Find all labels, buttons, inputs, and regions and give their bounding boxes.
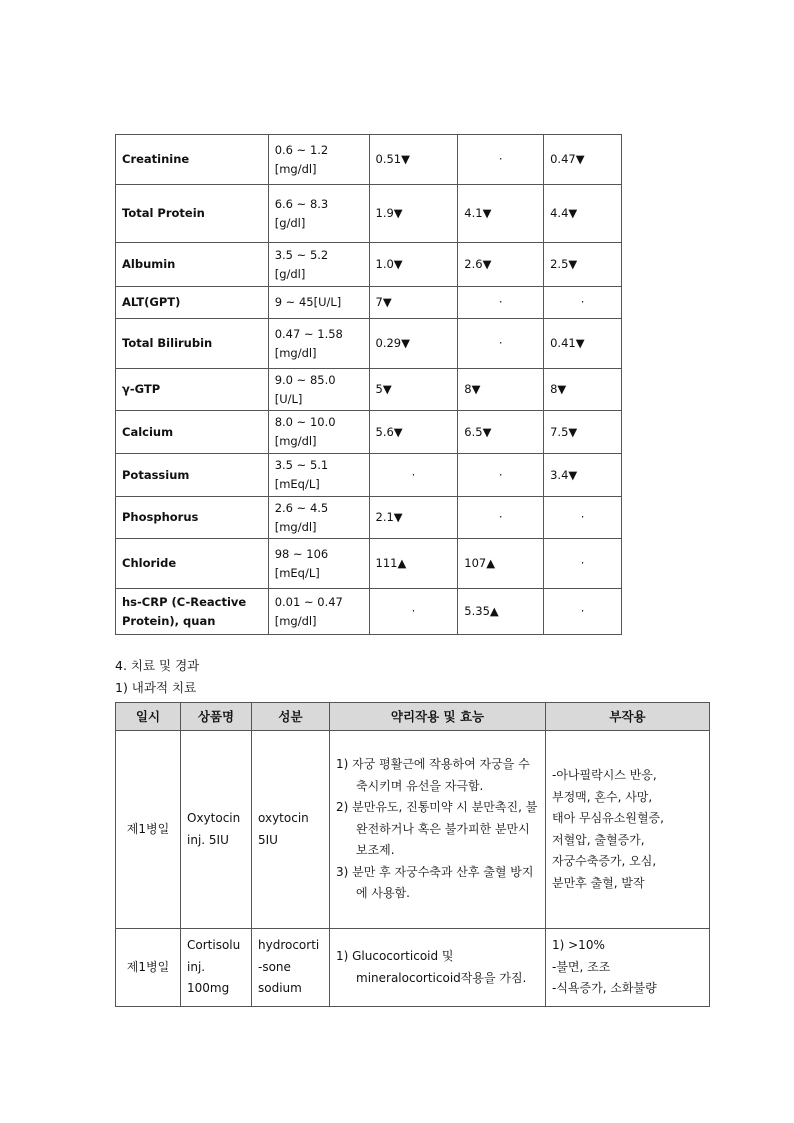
result-value: 8▼ [544,369,622,411]
reference-line: 0.01 ~ 0.47 [274,594,343,609]
test-name: Albumin [116,243,269,287]
test-name: ALT(GPT) [116,287,269,319]
reference-range [268,287,369,319]
lab-row [116,319,622,369]
test-name: Total Bilirubin [116,319,269,369]
result-value: 1.0▼ [369,243,458,287]
result-value: · [544,287,622,319]
result-value: · [544,539,622,589]
side-effect-line: -불면, 조조 [552,959,611,974]
side-effect-line: 태아 무심유소원혈증, [552,811,664,825]
ingredient-line: hydrocorti [258,938,320,953]
reference-line: 2.6 ~ 4.5 [274,500,329,515]
medication-row [116,929,710,1007]
pharmacology-item: 1) Glucocorticoid 및 mineralocorticoid작용을 가짐. [336,949,527,985]
lab-row [116,589,622,635]
header-date: 일시 [116,703,181,731]
reference-line: [U/L] [274,391,303,406]
ingredient-line: oxytocin [258,811,309,825]
reference-line: 6.6 ~ 8.3 [274,196,329,211]
lab-row [116,369,622,411]
reference-line: [mg/dl] [274,434,317,448]
header-product: 상품명 [181,703,252,731]
side-effect-line: 자궁수축증가, 오심, [552,854,657,868]
section-heading: 4. 치료 및 경과 [115,658,200,673]
side-effect-line: 분만후 출혈, 발작 [552,875,645,890]
test-name: Creatinine [116,135,269,185]
reference-line: 9 ~ 45[U/L] [274,295,342,309]
ingredient-line: sodium [258,981,302,996]
reference-line: 98 ~ 106 [274,546,329,561]
result-value: · [458,497,544,539]
lab-results-table [115,134,622,635]
reference-line: [g/dl] [274,266,306,281]
result-value: 5.6▼ [369,411,458,454]
result-value: · [458,319,544,369]
product-line: Oxytocin [187,811,241,825]
reference-range [268,369,369,411]
result-value: · [544,497,622,539]
side-effects-cell [546,929,710,1007]
reference-range [268,135,369,185]
reference-range [268,454,369,497]
reference-line: 0.47 ~ 1.58 [274,326,343,341]
ingredient-line: -sone [258,959,291,974]
ingredient-name [252,929,330,1007]
ingredient-line: 5IU [258,832,278,847]
result-value: · [458,454,544,497]
ingredient-name [252,731,330,929]
reference-range [268,319,369,369]
reference-range [268,539,369,589]
reference-line: [mg/dl] [274,519,317,534]
medication-row [116,731,710,929]
side-effect-line: -식욕증가, 소화불량 [552,981,657,996]
reference-range [268,497,369,539]
result-value: 2.6▼ [458,243,544,287]
result-value: 0.47▼ [544,135,622,185]
result-value: 1.9▼ [369,185,458,243]
product-line: 100mg [187,981,230,996]
pharmacology-cell [330,929,546,1007]
medication-date: 제1병일 [116,731,181,929]
pharmacology-item: 3) 분만 후 자궁수축과 산후 출혈 방지에 사용함. [336,864,534,901]
side-effect-line: 저혈압, 출혈증가, [552,832,645,847]
result-value: 107▲ [458,539,544,589]
result-value: 4.1▼ [458,185,544,243]
test-name: Phosphorus [116,497,269,539]
lab-row [116,454,622,497]
result-value: 111▲ [369,539,458,589]
test-name: Total Protein [116,185,269,243]
result-value: 0.29▼ [369,319,458,369]
header-side-effects: 부작용 [546,703,710,731]
reference-line: [mg/dl] [274,345,317,360]
result-value: 7.5▼ [544,411,622,454]
result-value: 5▼ [369,369,458,411]
subsection-heading: 1) 내과적 치료 [115,680,197,695]
result-value: · [458,287,544,319]
header-pharmacology: 약리작용 및 효능 [330,703,546,731]
reference-line: 3.5 ~ 5.2 [274,247,329,262]
result-value: 5.35▲ [458,589,544,635]
test-name: hs-CRP (C-Reactive Protein), quan [116,589,269,635]
reference-line: [mEq/L] [274,565,320,580]
reference-line: [mg/dl] [274,613,317,628]
result-value: 2.1▼ [369,497,458,539]
lab-row [116,539,622,589]
product-name [181,929,252,1007]
result-value: 6.5▼ [458,411,544,454]
result-value: · [544,589,622,635]
side-effects-cell [546,731,710,929]
test-name: Potassium [116,454,269,497]
reference-line: 3.5 ~ 5.1 [274,458,329,472]
pharmacology-item: 2) 분만유도, 진통미약 시 분만촉진, 불완전하거나 혹은 불가피한 분만시 보조제. [336,800,538,858]
result-value: 0.41▼ [544,319,622,369]
lab-row [116,135,622,185]
side-effect-line: 1) >10% [552,938,605,953]
medication-header-row [116,703,710,731]
reference-line: [mEq/L] [274,477,320,491]
pharmacology-list [336,946,539,989]
lab-row [116,497,622,539]
side-effect-line: 부정맥, 혼수, 사망, [552,789,653,804]
result-value: 3.4▼ [544,454,622,497]
result-value: 0.51▼ [369,135,458,185]
medication-date: 제1병일 [116,929,181,1007]
result-value: 8▼ [458,369,544,411]
test-name: γ-GTP [116,369,269,411]
result-value: 4.4▼ [544,185,622,243]
reference-range [268,185,369,243]
result-value: · [369,454,458,497]
product-name [181,731,252,929]
lab-row [116,287,622,319]
result-value: · [458,135,544,185]
reference-range [268,243,369,287]
reference-range [268,589,369,635]
header-ingredient: 성분 [252,703,330,731]
product-line: Cortisolu [187,938,241,953]
pharmacology-list [336,754,539,905]
reference-line: [mg/dl] [274,161,317,176]
lab-row [116,243,622,287]
reference-line: 9.0 ~ 85.0 [274,372,336,387]
result-value: 7▼ [369,287,458,319]
side-effect-line: -아나필락시스 반응, [552,768,657,782]
pharmacology-item: 1) 자궁 평활근에 작용하여 자궁을 수축시키며 유선을 자극함. [336,757,530,793]
lab-row [116,185,622,243]
reference-line: 8.0 ~ 10.0 [274,415,336,429]
test-name: Chloride [116,539,269,589]
product-line: inj. 5IU [187,832,229,847]
reference-line: [g/dl] [274,215,306,230]
product-line: inj. [187,959,206,974]
result-value: 2.5▼ [544,243,622,287]
result-value: · [369,589,458,635]
test-name: Calcium [116,411,269,454]
reference-range [268,411,369,454]
medication-table [115,702,710,1007]
reference-line: 0.6 ~ 1.2 [274,142,329,157]
lab-row [116,411,622,454]
pharmacology-cell [330,731,546,929]
